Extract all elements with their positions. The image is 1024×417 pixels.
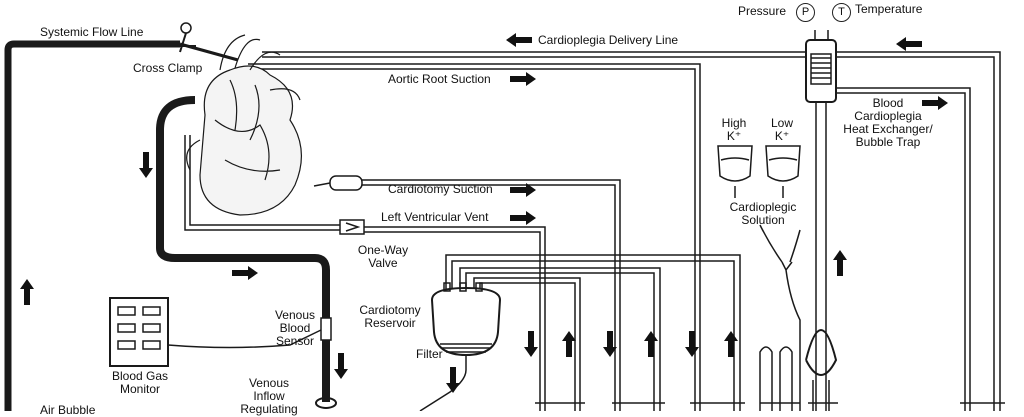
heat-exchanger-line-2: Cardioplegia — [854, 109, 922, 123]
cardioplegic-solution-label — [718, 201, 808, 227]
arrow-down-icon — [524, 331, 538, 357]
arrow-down-icon — [603, 331, 617, 357]
heat-exchanger-line-3: Heat Exchanger/ — [843, 122, 933, 136]
venous-inflow-line-2: Inflow — [253, 389, 285, 403]
arrow-right-icon — [510, 72, 536, 86]
cardioplegia-delivery-label: Cardioplegia Delivery Line — [538, 33, 679, 47]
pressure-label: Pressure — [738, 4, 787, 18]
blood-gas-line-2: Monitor — [119, 382, 160, 396]
venous-inflow-label — [236, 377, 302, 416]
low-k-bag — [766, 146, 800, 198]
arrow-up-icon — [20, 279, 34, 305]
arrow-right-icon — [232, 266, 258, 280]
arrow-up-icon — [724, 331, 738, 357]
cardioplegic-line-2: Solution — [741, 213, 785, 227]
arrow-left-icon — [506, 33, 532, 47]
venous-blood-line-2: Blood — [279, 321, 311, 335]
temperature-label: Temperature — [855, 2, 923, 16]
venous-blood-sensor-label — [262, 309, 328, 348]
high-k-text: High — [721, 116, 747, 130]
left-ventricular-vent-label: Left Ventricular Vent — [381, 210, 489, 224]
pressure-gauge-icon: P — [796, 3, 815, 22]
arrow-up-icon — [833, 250, 847, 276]
systemic-flow-line-label: Systemic Flow Line — [40, 25, 144, 39]
arrow-up-icon — [562, 331, 576, 357]
arrow-right-icon — [510, 183, 536, 197]
arrow-up-icon — [644, 331, 658, 357]
one-way-line-1: One-Way — [357, 243, 409, 257]
cardiotomy-reservoir-label — [352, 304, 428, 330]
arrow-down-icon — [334, 353, 348, 379]
arrow-left-icon — [896, 37, 922, 51]
cardiotomy-suction-label: Cardiotomy Suction — [388, 182, 493, 196]
arrow-down-icon — [446, 367, 460, 393]
low-k-text: Low — [770, 116, 793, 130]
heat-exchanger-line-1: Blood — [872, 96, 904, 110]
aortic-root-suction-label: Aortic Root Suction — [388, 72, 491, 86]
cardiotomy-reservoir-line-1: Cardiotomy — [359, 303, 421, 317]
venous-blood-line-3: Sensor — [275, 334, 315, 348]
blood-gas-monitor-label — [100, 370, 180, 396]
arrow-right-icon — [922, 96, 948, 110]
venous-inflow-line-1: Venous — [248, 376, 290, 390]
heart-illustration — [187, 35, 302, 215]
one-way-line-2: Valve — [368, 256, 398, 270]
cardioplegic-line-1: Cardioplegic — [729, 200, 797, 214]
low-k-sub: K⁺ — [774, 129, 790, 143]
high-k-label — [716, 117, 752, 143]
air-bubble-label: Air Bubble — [40, 403, 96, 417]
arrow-down-icon — [685, 331, 699, 357]
cross-clamp-label: Cross Clamp — [133, 61, 203, 75]
one-way-valve — [340, 220, 364, 234]
high-k-sub: K⁺ — [726, 129, 742, 143]
low-k-label — [764, 117, 800, 143]
venous-inflow-line-3: Regulating — [240, 402, 298, 416]
arrow-right-icon — [510, 211, 536, 225]
cardiotomy-reservoir-line-2: Reservoir — [364, 316, 416, 330]
heat-exchanger — [806, 30, 836, 411]
one-way-valve-label — [348, 244, 418, 270]
filter-label: Filter — [416, 347, 443, 361]
venous-blood-line-1: Venous — [274, 308, 316, 322]
high-k-bag — [718, 146, 752, 198]
arrow-down-icon — [139, 152, 153, 178]
heat-exchanger-line-4: Bubble Trap — [855, 135, 921, 149]
temperature-gauge-icon: T — [832, 3, 851, 22]
blood-gas-line-1: Blood Gas — [111, 369, 169, 383]
suction-tip — [314, 176, 362, 190]
